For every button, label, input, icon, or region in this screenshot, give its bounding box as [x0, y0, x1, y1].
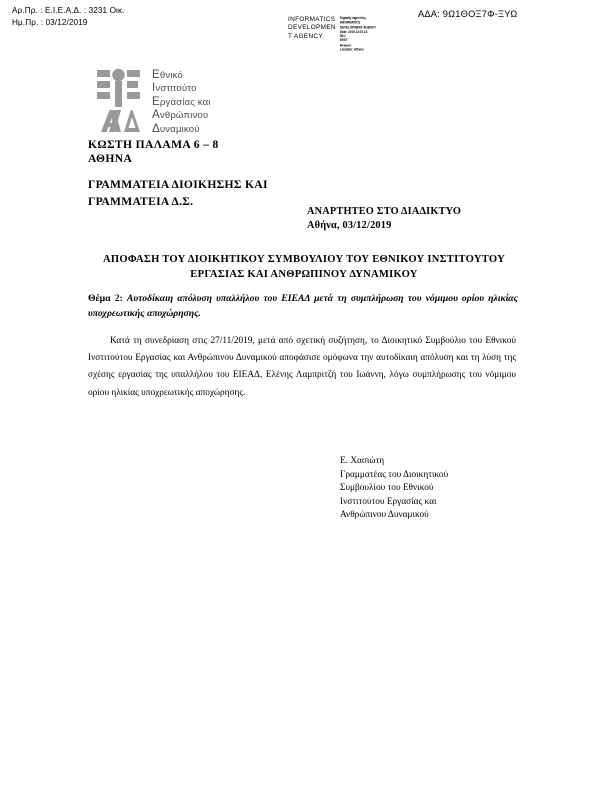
signatory-block	[340, 455, 448, 523]
signature-stamp-details	[340, 16, 376, 52]
decision-title-line-2: ΕΡΓΑΣΙΑΣ ΚΑΙ ΑΝΘΡΩΠΙΝΟΥ ΔΥΝΑΜΙΚΟΥ	[190, 269, 418, 280]
institute-logo	[97, 68, 211, 136]
subject-line	[88, 292, 518, 321]
signature-stamp-line1: INFORMATICS	[288, 16, 336, 23]
institute-name-line-2: Εργασίας και	[152, 94, 211, 108]
institute-name-line-1: Ινστιτούτο	[152, 81, 197, 95]
digital-signature-stamp	[288, 16, 376, 50]
signatory-title-line-3: Ανθρώπινου Δυναμικού	[340, 510, 429, 521]
publication-block	[307, 205, 461, 232]
subject-text: Αυτοδίκαιη απόλυση υπαλλήλου του ΕΙΕΑΔ μετά τη συμπλήρωση του νόμιμου ορίου ηλικίας υποχρεωτικής αποχώρησης.	[88, 293, 518, 319]
protocol-number: Αρ.Πρ. : Ε.Ι.Ε.Α.Δ. : 3231 Οικ.	[12, 6, 125, 15]
signatory-title-line-0: Γραμματέας του Διοικητικού	[340, 469, 449, 480]
signature-detail-1: Digitally signed by	[339, 16, 366, 21]
signature-detail-2: INFORMATICS	[339, 20, 361, 25]
signatory-title-line-1: Συμβουλίου του Εθνικού	[340, 483, 434, 494]
signature-detail-8: Location: Athens	[339, 47, 364, 52]
address-block	[88, 138, 219, 166]
eiead-logo-icon	[97, 68, 143, 134]
body-paragraph: Κατά τη συνεδρίαση στις 27/11/2019, μετά από σχετική συζήτηση, το Διοικητικό Συμβούλιο του Εθνικού Ινστιτούτου Εργασίας και Ανθρώπινου Δυναμικού αποφάσισε ομόφωνα την αυτοδίκαιη απόλυση και τη λύση της σχέσης εργασίας της υπαλλήλου του ΕΙΕΑΔ, Ελένης Λαμπριτζή του Ιωάννη, λόγω συμπλήρωσης του νόμιμου ορίου ηλικίας υποχρεωτικής αποχώρησης.	[88, 336, 516, 398]
address-street: ΚΩΣΤΗ ΠΑΛΑΜΑ 6 – 8	[88, 138, 219, 151]
institute-name-line-0: Εθνικό	[152, 68, 183, 81]
signature-detail-3: DEVELOPMENT AGENCY	[339, 25, 376, 30]
signature-stamp-line3: T AGENCY	[288, 32, 323, 40]
protocol-reference	[12, 5, 125, 28]
institute-name	[152, 68, 211, 136]
signatory-name: Ε. Χασιώτη	[340, 456, 385, 466]
address-city: ΑΘΗΝΑ	[88, 152, 133, 166]
signature-stamp-line2: DEVELOPMEN	[288, 24, 336, 32]
signature-detail-6: EEST	[339, 38, 348, 43]
signature-stamp-agency	[288, 16, 336, 41]
department-line-1: ΓΡΑΜΜΑΤΕΙΑ ΔΙΟΙΚΗΣΗΣ ΚΑΙ	[88, 178, 268, 191]
signature-detail-4: Date: 2019.12.03 13:	[339, 29, 368, 34]
institute-name-line-4: Δυναμικού	[152, 121, 200, 135]
decision-title-line-1: ΑΠΟΦΑΣΗ ΤΟΥ ΔΙΟΙΚΗΤΙΚΟΥ ΣΥΜΒΟΥΛΙΟΥ ΤΟΥ ΕΘΝΙΚΟΥ ΙΝΣΤΙΤΟΥΤΟΥ	[103, 254, 505, 265]
signatory-title-line-2: Ινστιτούτου Εργασίας και	[340, 496, 437, 507]
publication-place-date: Αθήνα, 03/12/2019	[307, 219, 392, 231]
department-line-2: ΓΡΑΜΜΑΤΕΙΑ Δ.Σ.	[88, 194, 194, 208]
signature-detail-7: Reason:	[339, 43, 352, 48]
subject-label: Θέμα 2:	[88, 293, 127, 304]
protocol-date: Ημ.Πρ. : 03/12/2019	[12, 17, 88, 27]
institute-name-line-3: Ανθρώπινου	[152, 108, 209, 122]
publication-notice: ΑΝΑΡΤΗΤΕΟ ΣΤΟ ΔΙΑΔΙΚΤΥΟ	[307, 206, 462, 217]
page-title	[86, 252, 522, 282]
ada-code: ΑΔΑ: 9Ω1ΘΟΞ7Φ-ΞΥΩ	[418, 9, 518, 19]
department-block	[88, 177, 268, 210]
signature-detail-5: 06:1	[339, 34, 346, 39]
